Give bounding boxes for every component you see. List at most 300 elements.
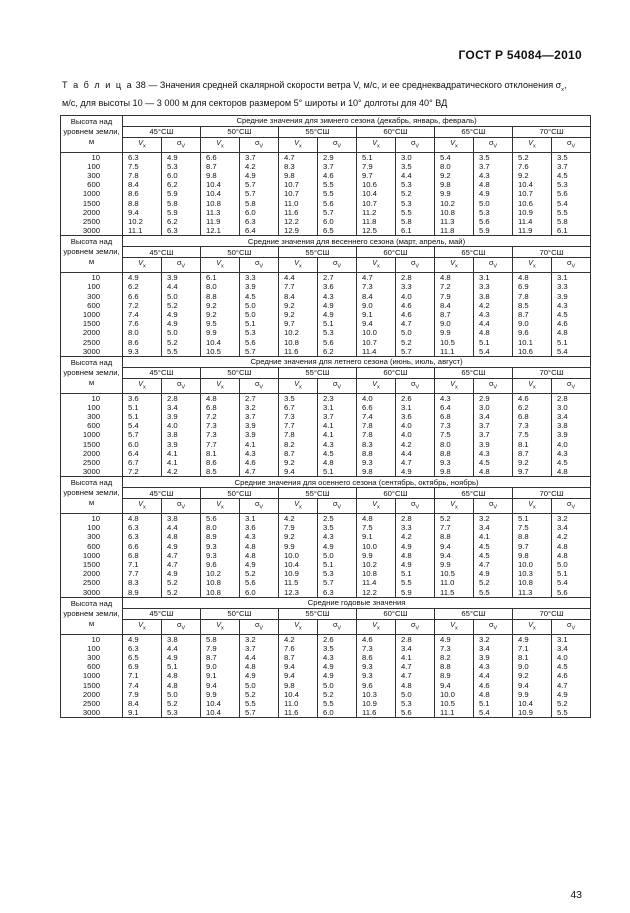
value-cell: 8.8	[357, 449, 396, 458]
sigma-symbol: σ	[254, 619, 260, 629]
value-cell: 2.8	[162, 393, 201, 403]
value-cell: 3.4	[396, 644, 435, 653]
v-header	[435, 499, 474, 514]
altitude-cell: 600	[61, 180, 123, 189]
value-cell: 3.4	[474, 523, 513, 532]
value-cell: 2.6	[318, 634, 357, 644]
value-cell: 4.9	[240, 560, 279, 569]
table-row	[61, 319, 591, 328]
value-cell: 4.3	[474, 449, 513, 458]
altitude-cell: 1500	[61, 199, 123, 208]
v-symbol: V	[528, 499, 534, 509]
table-row	[61, 412, 591, 421]
value-cell: 4.8	[552, 467, 591, 477]
value-cell: 9.6	[201, 560, 240, 569]
value-cell: 5.2	[162, 301, 201, 310]
value-cell: 9.2	[201, 310, 240, 319]
value-cell: 6.1	[201, 273, 240, 283]
latitude-header: 45°СШ	[123, 367, 201, 378]
value-cell: 5.4	[552, 199, 591, 208]
value-cell: 9.4	[279, 671, 318, 680]
value-cell: 8.8	[201, 292, 240, 301]
latitude-header: 45°СШ	[123, 608, 201, 619]
table-row	[61, 662, 591, 671]
value-cell: 3.1	[474, 273, 513, 283]
altitude-cell: 2500	[61, 338, 123, 347]
value-cell: 5.1	[123, 412, 162, 421]
value-cell: 9.9	[435, 189, 474, 198]
value-cell: 4.9	[162, 542, 201, 551]
latitude-header: 50°СШ	[201, 488, 279, 499]
sub-symbol: x	[221, 143, 224, 150]
value-cell: 8.0	[435, 162, 474, 171]
value-cell: 5.6	[240, 338, 279, 347]
altitude-cell: 300	[61, 412, 123, 421]
value-cell: 4.2	[240, 162, 279, 171]
value-cell: 5.0	[318, 681, 357, 690]
sub-symbol: x	[377, 384, 380, 391]
value-cell: 4.7	[396, 319, 435, 328]
value-cell: 5.3	[240, 328, 279, 337]
value-cell: 10.4	[201, 189, 240, 198]
v-symbol: V	[216, 258, 222, 268]
value-cell: 5.8	[240, 199, 279, 208]
value-cell: 9.1	[357, 310, 396, 319]
value-cell: 4.8	[240, 542, 279, 551]
table-row	[61, 199, 591, 208]
value-cell: 5.9	[474, 226, 513, 236]
value-cell: 10.8	[435, 208, 474, 217]
v-sub-symbol: V	[415, 504, 420, 511]
value-cell: 9.4	[435, 551, 474, 560]
table-row	[61, 440, 591, 449]
value-cell: 9.4	[201, 681, 240, 690]
value-cell: 4.1	[318, 421, 357, 430]
value-cell: 10.7	[279, 189, 318, 198]
value-cell: 9.9	[201, 690, 240, 699]
value-cell: 8.8	[123, 199, 162, 208]
v-header	[357, 499, 396, 514]
value-cell: 3.2	[240, 634, 279, 644]
value-cell: 4.3	[552, 449, 591, 458]
v-header	[123, 378, 162, 393]
value-cell: 9.2	[279, 310, 318, 319]
value-cell: 9.8	[279, 681, 318, 690]
value-cell: 4.9	[162, 653, 201, 662]
value-cell: 3.3	[240, 273, 279, 283]
value-cell: 10.5	[435, 569, 474, 578]
value-cell: 4.5	[474, 551, 513, 560]
sigma-symbol: σ	[567, 499, 572, 509]
value-cell: 10.8	[201, 588, 240, 598]
value-cell: 7.3	[279, 412, 318, 421]
value-cell: 5.2	[396, 338, 435, 347]
block-title: Средние значения для летнего сезона (июнь, июль, август)	[123, 356, 591, 367]
value-cell: 5.6	[240, 578, 279, 587]
value-cell: 8.1	[201, 449, 240, 458]
value-cell: 7.5	[513, 430, 552, 439]
value-cell: 4.1	[396, 653, 435, 662]
value-cell: 4.9	[552, 690, 591, 699]
table-row	[61, 189, 591, 198]
value-cell: 8.7	[513, 449, 552, 458]
value-cell: 5.7	[240, 180, 279, 189]
value-cell: 5.1	[318, 467, 357, 477]
value-cell: 6.3	[123, 644, 162, 653]
latitude-header: 70°СШ	[513, 127, 591, 138]
value-cell: 8.9	[123, 588, 162, 598]
value-cell: 5.2	[435, 514, 474, 524]
v-symbol: V	[294, 619, 300, 629]
value-cell: 6.0	[318, 708, 357, 718]
v-header	[357, 138, 396, 153]
value-cell: 8.0	[123, 328, 162, 337]
value-cell: 4.9	[474, 189, 513, 198]
value-cell: 4.8	[357, 514, 396, 524]
value-cell: 4.9	[162, 152, 201, 162]
value-cell: 10.2	[357, 560, 396, 569]
value-cell: 2.7	[240, 393, 279, 403]
value-cell: 10.9	[513, 208, 552, 217]
value-cell: 2.8	[552, 393, 591, 403]
value-cell: 8.9	[201, 532, 240, 541]
value-cell: 5.4	[552, 578, 591, 587]
value-cell: 4.7	[162, 560, 201, 569]
altitude-cell: 600	[61, 662, 123, 671]
value-cell: 4.8	[474, 467, 513, 477]
sigma-header	[552, 138, 591, 153]
value-cell: 5.7	[396, 347, 435, 357]
sub-symbol: x	[299, 143, 302, 150]
value-cell: 4.7	[357, 273, 396, 283]
sub-symbol: x	[221, 504, 224, 511]
value-cell: 7.2	[123, 467, 162, 477]
value-cell: 3.9	[162, 412, 201, 421]
table-row	[61, 523, 591, 532]
value-cell: 4.3	[240, 449, 279, 458]
altitude-cell: 10	[61, 393, 123, 403]
value-cell: 8.7	[279, 653, 318, 662]
value-cell: 7.2	[201, 412, 240, 421]
value-cell: 8.8	[513, 532, 552, 541]
sigma-header	[162, 258, 201, 273]
v-symbol: V	[528, 138, 534, 147]
value-cell: 3.8	[552, 421, 591, 430]
value-cell: 2.3	[318, 393, 357, 403]
v-sub-symbol: V	[259, 504, 264, 511]
sub-symbol: x	[221, 625, 224, 632]
value-cell: 5.2	[162, 699, 201, 708]
v-sub-symbol: V	[493, 384, 498, 391]
sigma-header	[396, 138, 435, 153]
sub-symbol: x	[221, 263, 224, 270]
value-cell: 10.4	[513, 180, 552, 189]
table-row	[61, 449, 591, 458]
latitude-header: 55°СШ	[279, 608, 357, 619]
value-cell: 4.9	[123, 273, 162, 283]
value-cell: 4.5	[474, 542, 513, 551]
value-cell: 6.2	[162, 180, 201, 189]
value-cell: 7.3	[513, 421, 552, 430]
table-row	[61, 588, 591, 598]
value-cell: 5.3	[552, 180, 591, 189]
sigma-symbol: σ	[567, 619, 572, 629]
value-cell: 9.2	[513, 671, 552, 680]
altitude-cell: 2000	[61, 449, 123, 458]
altitude-cell: 2500	[61, 699, 123, 708]
latitude-header: 45°СШ	[123, 247, 201, 258]
v-header	[279, 378, 318, 393]
sigma-header	[240, 138, 279, 153]
row-header-height: Высота над уровнем земли, м	[61, 236, 123, 273]
value-cell: 10.9	[357, 699, 396, 708]
value-cell: 11.9	[513, 226, 552, 236]
value-cell: 9.2	[279, 301, 318, 310]
value-cell: 5.3	[162, 162, 201, 171]
value-cell: 4.4	[162, 523, 201, 532]
value-cell: 9.4	[513, 681, 552, 690]
sigma-header	[552, 619, 591, 634]
value-cell: 4.5	[552, 662, 591, 671]
latitude-header: 55°СШ	[279, 488, 357, 499]
value-cell: 6.3	[240, 217, 279, 226]
value-cell: 9.4	[357, 319, 396, 328]
value-cell: 4.6	[474, 681, 513, 690]
value-cell: 6.8	[513, 412, 552, 421]
value-cell: 5.6	[552, 588, 591, 598]
value-cell: 9.3	[201, 551, 240, 560]
altitude-cell: 1000	[61, 310, 123, 319]
value-cell: 3.2	[474, 514, 513, 524]
value-cell: 5.6	[201, 514, 240, 524]
value-cell: 4.8	[513, 273, 552, 283]
sigma-header	[396, 499, 435, 514]
sigma-symbol: σ	[410, 619, 416, 629]
value-cell: 7.3	[435, 644, 474, 653]
latitude-header: 65°СШ	[435, 367, 513, 378]
value-cell: 5.6	[318, 338, 357, 347]
altitude-cell: 2000	[61, 328, 123, 337]
value-cell: 4.5	[552, 310, 591, 319]
value-cell: 3.1	[552, 634, 591, 644]
value-cell: 3.7	[474, 421, 513, 430]
value-cell: 3.6	[318, 282, 357, 291]
v-sub-symbol: V	[181, 263, 186, 270]
row-header-height: Высота над уровнем земли, м	[61, 116, 123, 153]
sub-symbol: x	[377, 263, 380, 270]
sub-symbol: x	[455, 504, 458, 511]
value-cell: 8.3	[123, 578, 162, 587]
table-row	[61, 292, 591, 301]
value-cell: 7.8	[123, 171, 162, 180]
v-sub-symbol: V	[181, 625, 186, 632]
sigma-header	[396, 619, 435, 634]
value-cell: 10.6	[513, 199, 552, 208]
v-symbol: V	[216, 499, 222, 509]
v-sub-symbol: V	[415, 143, 420, 150]
value-cell: 10.7	[357, 338, 396, 347]
value-cell: 3.2	[552, 514, 591, 524]
block-title-row	[61, 356, 591, 367]
value-cell: 3.1	[552, 273, 591, 283]
altitude-cell: 10	[61, 514, 123, 524]
value-cell: 5.6	[474, 217, 513, 226]
value-cell: 4.5	[552, 458, 591, 467]
value-cell: 7.4	[123, 681, 162, 690]
value-cell: 9.9	[279, 542, 318, 551]
table-row	[61, 217, 591, 226]
sigma-symbol: σ	[567, 378, 572, 388]
value-cell: 9.2	[435, 171, 474, 180]
table-row	[61, 644, 591, 653]
sigma-symbol: σ	[176, 138, 182, 147]
value-cell: 7.8	[513, 292, 552, 301]
value-cell: 6.3	[123, 532, 162, 541]
value-cell: 2.9	[318, 152, 357, 162]
v-header	[123, 258, 162, 273]
table-row	[61, 310, 591, 319]
value-cell: 5.2	[396, 189, 435, 198]
value-cell: 10.4	[513, 699, 552, 708]
value-cell: 4.4	[396, 449, 435, 458]
value-cell: 7.7	[279, 421, 318, 430]
value-cell: 3.6	[123, 393, 162, 403]
value-cell: 5.5	[318, 189, 357, 198]
latitude-header: 65°СШ	[435, 488, 513, 499]
value-cell: 5.7	[318, 208, 357, 217]
altitude-cell: 600	[61, 542, 123, 551]
value-cell: 9.8	[357, 467, 396, 477]
variable-header-row	[61, 378, 591, 393]
value-cell: 10.5	[201, 347, 240, 357]
value-cell: 8.4	[279, 292, 318, 301]
v-sub-symbol: V	[415, 384, 420, 391]
value-cell: 10.2	[435, 199, 474, 208]
value-cell: 11.6	[279, 208, 318, 217]
value-cell: 6.6	[357, 403, 396, 412]
v-symbol: V	[528, 378, 534, 388]
value-cell: 4.8	[396, 681, 435, 690]
value-cell: 4.5	[474, 458, 513, 467]
value-cell: 8.5	[201, 467, 240, 477]
value-cell: 5.2	[162, 588, 201, 598]
v-sub-symbol: V	[259, 384, 264, 391]
wind-speed-table	[60, 115, 591, 718]
value-cell: 3.5	[279, 393, 318, 403]
table-row	[61, 403, 591, 412]
value-cell: 8.7	[435, 310, 474, 319]
value-cell: 5.9	[396, 588, 435, 598]
value-cell: 5.2	[240, 569, 279, 578]
v-header	[279, 258, 318, 273]
value-cell: 11.3	[201, 208, 240, 217]
value-cell: 3.8	[162, 634, 201, 644]
value-cell: 6.2	[123, 282, 162, 291]
row-header-height: Высота над уровнем земли, м	[61, 597, 123, 634]
value-cell: 6.0	[162, 171, 201, 180]
value-cell: 4.8	[435, 273, 474, 283]
value-cell: 7.9	[357, 162, 396, 171]
value-cell: 5.4	[474, 347, 513, 357]
value-cell: 6.9	[123, 662, 162, 671]
v-symbol: V	[138, 378, 144, 388]
sigma-symbol: σ	[176, 499, 182, 509]
value-cell: 7.3	[357, 644, 396, 653]
v-header	[357, 378, 396, 393]
value-cell: 4.9	[123, 634, 162, 644]
value-cell: 10.1	[513, 338, 552, 347]
value-cell: 4.1	[474, 532, 513, 541]
latitude-row	[61, 367, 591, 378]
value-cell: 5.1	[396, 569, 435, 578]
sigma-header	[240, 619, 279, 634]
value-cell: 11.4	[357, 578, 396, 587]
value-cell: 4.9	[318, 662, 357, 671]
latitude-header: 70°СШ	[513, 247, 591, 258]
value-cell: 10.4	[279, 560, 318, 569]
v-sub-symbol: V	[337, 263, 342, 270]
sub-symbol: x	[143, 263, 146, 270]
value-cell: 9.6	[513, 328, 552, 337]
value-cell: 10.7	[513, 189, 552, 198]
value-cell: 4.1	[240, 440, 279, 449]
value-cell: 11.0	[279, 199, 318, 208]
sigma-symbol: σ	[176, 378, 182, 388]
sigma-symbol: σ	[488, 499, 494, 509]
value-cell: 8.2	[435, 653, 474, 662]
altitude-cell: 3000	[61, 588, 123, 598]
value-cell: 3.4	[162, 403, 201, 412]
value-cell: 5.5	[396, 208, 435, 217]
value-cell: 5.3	[396, 180, 435, 189]
latitude-header: 60°СШ	[357, 367, 435, 378]
block-title-row	[61, 477, 591, 488]
value-cell: 5.6	[318, 199, 357, 208]
sub-symbol: x	[143, 143, 146, 150]
value-cell: 3.7	[474, 430, 513, 439]
value-cell: 4.4	[162, 282, 201, 291]
latitude-row	[61, 127, 591, 138]
v-symbol: V	[450, 619, 456, 629]
value-cell: 6.8	[435, 412, 474, 421]
value-cell: 3.0	[396, 152, 435, 162]
altitude-cell: 3000	[61, 347, 123, 357]
value-cell: 4.7	[162, 551, 201, 560]
value-cell: 4.3	[435, 393, 474, 403]
table-row	[61, 347, 591, 357]
value-cell: 9.9	[435, 328, 474, 337]
value-cell: 7.9	[201, 644, 240, 653]
value-cell: 12.5	[357, 226, 396, 236]
value-cell: 6.6	[123, 542, 162, 551]
value-cell: 4.8	[318, 458, 357, 467]
value-cell: 5.6	[552, 189, 591, 198]
value-cell: 11.1	[435, 347, 474, 357]
value-cell: 4.1	[162, 449, 201, 458]
value-cell: 11.4	[513, 217, 552, 226]
table-row	[61, 551, 591, 560]
value-cell: 5.5	[162, 347, 201, 357]
sub-symbol: x	[533, 263, 536, 270]
value-cell: 12.1	[201, 226, 240, 236]
value-cell: 5.0	[474, 199, 513, 208]
table-row	[61, 578, 591, 587]
table-row	[61, 699, 591, 708]
value-cell: 11.4	[357, 347, 396, 357]
value-cell: 9.7	[513, 542, 552, 551]
value-cell: 4.4	[162, 644, 201, 653]
sub-symbol: x	[377, 504, 380, 511]
